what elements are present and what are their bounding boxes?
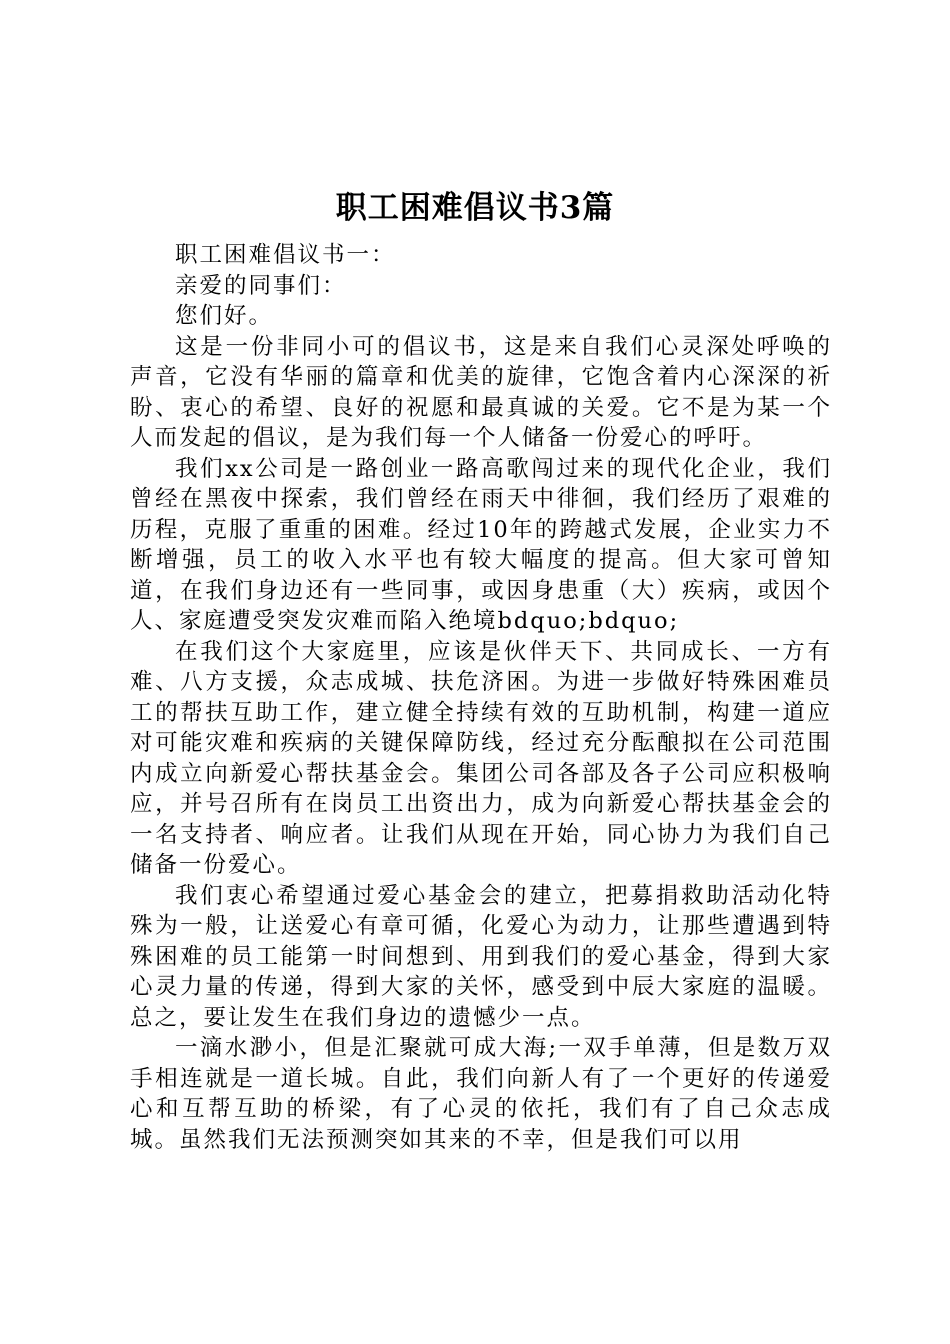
greeting: 您们好。 [175,303,274,329]
document-body [130,240,832,1155]
body-paragraph: 我们xx公司是一路创业一路高歌闯过来的现代化企业，我们曾经在黑夜中探索，我们曾经在雨天中徘徊，我们经历了艰难的历程，克服了重重的困难。经过10年的跨越式发展，企业实力不断增强，员工的收入水平也有较大幅度的提高。但大家可曾知道，在我们身边还有一些同事，或因身患重（大）疾病，或因个人、家庭遭受突发灾难而陷入绝境bdquo;bdquo; [130,455,832,634]
body-paragraph: 一滴水渺小，但是汇聚就可成大海;一双手单薄，但是数万双手相连就是一道长城。自此，我们向新人有了一个更好的传递爱心和互帮互助的桥梁，有了心灵的依托，我们有了自己众志成城。虽然我们无法预测突如其来的不幸，但是我们可以用 [130,1035,832,1153]
document-title: 职工困难倡议书3篇 [335,190,615,226]
heading-line: 职工困难倡议书一： [175,242,396,268]
body-paragraph: 在我们这个大家庭里，应该是伙伴天下、共同成长、一方有难、八方支援，众志成城、扶危济困。为进一步做好特殊困难员工的帮扶互助工作，建立健全持续有效的互助机制，构建一道应对可能灾难和疾病的关键保障防线，经过充分酝酿拟在公司范围内成立向新爱心帮扶基金会。集团公司各部及各子公司应积极响应，并号召所有在岗员工出资出力，成为向新爱心帮扶基金会的一名支持者、响应者。让我们从现在开始，同心协力为我们自己储备一份爱心。 [130,638,832,878]
body-paragraph: 我们衷心希望通过爱心基金会的建立，把募捐救助活动化特殊为一般，让送爱心有章可循，化爱心为动力，让那些遭遇到特殊困难的员工能第一时间想到、用到我们的爱心基金，得到大家心灵力量的传递，得到大家的关怀，感受到中辰大家庭的温暖。总之，要让发生在我们身边的遗憾少一点。 [130,882,832,1031]
body-paragraph: 这是一份非同小可的倡议书，这是来自我们心灵深处呼唤的声音，它没有华丽的篇章和优美的旋律，它饱含着内心深深的祈盼、衷心的希望、良好的祝愿和最真诚的关爱。它不是为某一个人而发起的倡议，是为我们每一个人储备一份爱心的呼吁。 [130,333,832,451]
salutation: 亲爱的同事们： [175,272,347,299]
